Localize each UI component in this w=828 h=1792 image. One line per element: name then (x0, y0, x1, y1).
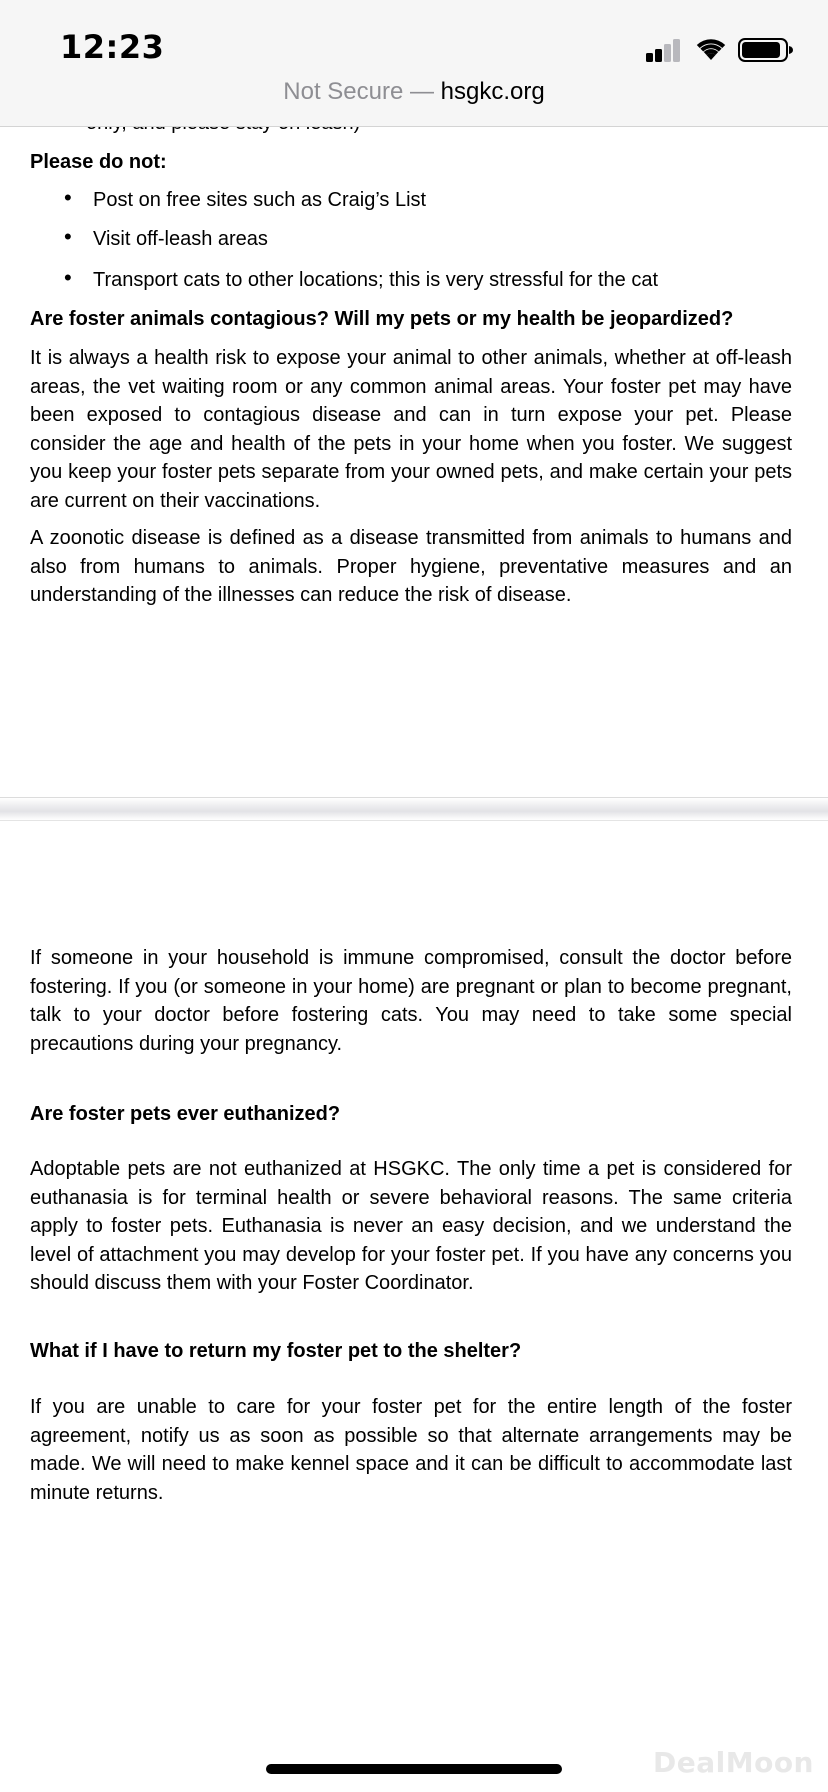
list-item: • Post on free sites such as Craig’s List (64, 185, 427, 211)
list-item: • Visit off-leash areas (64, 224, 268, 250)
question-return: What if I have to return my foster pet to the shelter? (30, 1340, 522, 1362)
please-do-not-heading: Please do not: (30, 151, 167, 173)
euthanasia-paragraph (30, 1155, 792, 1298)
bullet-icon: • (64, 224, 72, 249)
list-item: • Transport cats to other locations; this is very stressful for the cat (64, 265, 659, 291)
battery-icon (738, 38, 794, 62)
status-time: 12:23 (60, 28, 165, 66)
wifi-icon (694, 36, 728, 62)
cellular-signal-icon (644, 38, 684, 62)
question-euthanized: Are foster pets ever euthanized? (30, 1103, 341, 1125)
health-risk-text: It is always a health risk to expose your animal to other animals, whether at off-leash areas, the vet waiting room or any common animal areas. Your foster pet may have been exposed to contagious disease and can in turn expose your pet. Please consider the age and health of the pets in your home when you foster. We suggest you keep your foster pets separate from your owned pets, and make certain your pets are current on their vaccinations. (30, 347, 792, 512)
bullet-icon: • (64, 265, 72, 290)
question-contagious: Are foster animals contagious? Will my pets or my health be jeopardized? (30, 308, 734, 330)
zoonotic-text: A zoonotic disease is defined as a disease transmitted from animals to humans and also from humans to animals. Proper hygiene, preventative measures and an understanding of the illnesses can reduce the risk of disease. (30, 527, 792, 606)
bullet-icon: • (64, 185, 72, 210)
address-bar[interactable] (0, 78, 828, 106)
return-paragraph (30, 1393, 792, 1507)
zoonotic-paragraph (30, 524, 792, 610)
page-divider (0, 797, 828, 821)
return-text: If you are unable to care for your foster pet for the entire length of the foster agreement, notify us as soon as possible so that alternate arrangements may be made. We will need to make kennel space and it can be difficult to accommodate last minute returns. (30, 1396, 792, 1504)
immune-paragraph (30, 944, 792, 1058)
security-warning: Not Secure (283, 78, 404, 105)
home-indicator[interactable] (266, 1764, 562, 1774)
site-host: hsgkc.org (440, 78, 545, 105)
immune-text: If someone in your household is immune compromised, consult the doctor before fostering. If you (or someone in your home) are pregnant or plan to become pregnant, talk to your doctor before fostering cats. You may need to take some special precautions during your pregnancy. (30, 947, 792, 1055)
watermark-text: DealMoon (653, 1746, 814, 1779)
euthanasia-text: Adoptable pets are not euthanized at HSGKC. The only time a pet is considered for euthanasia is for terminal health or severe behavioral reasons. The same criteria apply to foster pets. Euthanasia is never an easy decision, and we understand the level of attachment you may develop for your foster pet. If you have any concerns you should discuss them with your Foster Coordinator. (30, 1158, 792, 1294)
browser-top-bar (0, 0, 828, 127)
url-separator: — (403, 78, 441, 105)
contagious-paragraph (30, 344, 792, 515)
